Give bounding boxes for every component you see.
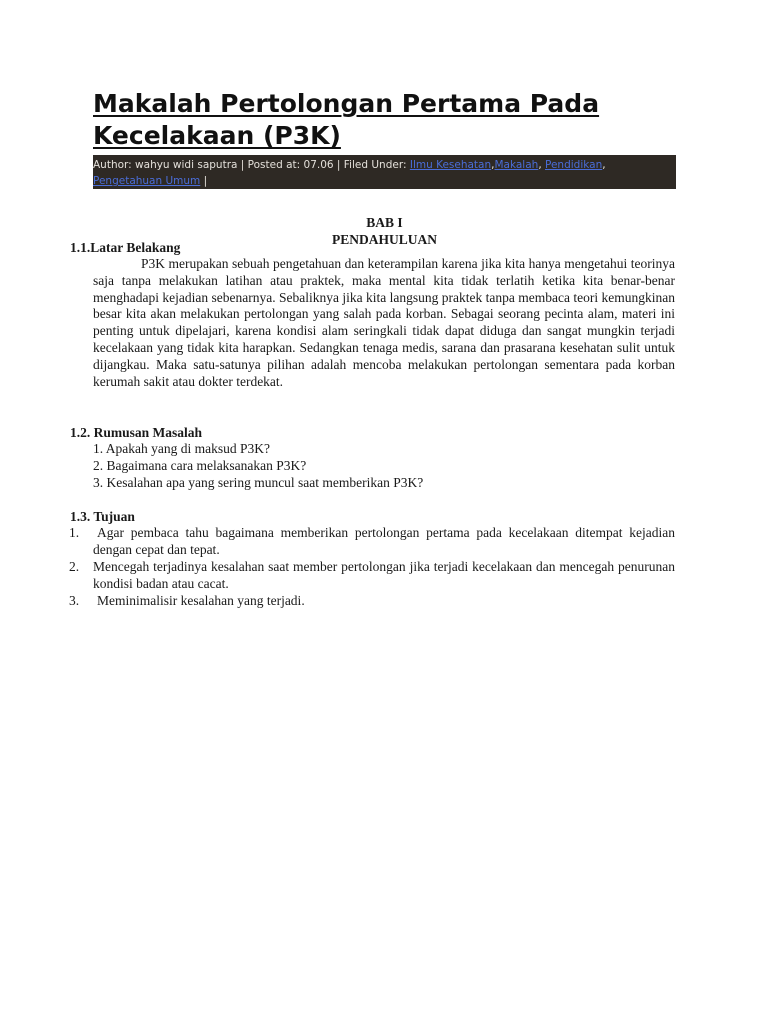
post-meta-prefix: Author: wahyu widi saputra | Posted at: 07.06 | Filed Under: (93, 159, 407, 171)
list-number: 2. (69, 559, 80, 574)
post-meta-bar (93, 155, 676, 189)
section-heading-rumusan-masalah: 1.2. Rumusan Masalah (70, 425, 203, 440)
meta-suffix: | (200, 175, 208, 187)
list-item (69, 525, 675, 559)
title-line-2: Kecelakaan (P3K) (93, 121, 341, 150)
question-list (93, 441, 653, 491)
title-line-1: Makalah Pertolongan Pertama Pada (93, 89, 600, 118)
list-text: Mencegah terjadinya kesalahan saat member pertolongan jika terjadi kecelakaan dan mencegah penurunan kondisi badan atau cacat. (93, 559, 675, 591)
category-link-makalah[interactable]: Makalah (494, 159, 539, 171)
list-item (69, 559, 675, 593)
article-title (93, 88, 676, 152)
list-item: 1. Apakah yang di maksud P3K? (93, 441, 270, 456)
category-link-ilmu-kesehatan[interactable]: Ilmu Kesehatan (409, 159, 492, 171)
list-text: Meminimalisir kesalahan yang terjadi. (97, 593, 305, 608)
section-heading-latar-belakang: 1.1.Latar Belakang (70, 240, 181, 255)
category-link-pendidikan[interactable]: Pendidikan (545, 159, 603, 171)
list-number: 3. (69, 593, 80, 608)
category-link-pengetahuan-umum[interactable]: Pengetahuan Umum (93, 175, 201, 187)
chapter-title: PENDAHULUAN (331, 232, 437, 247)
document-page (93, 88, 676, 248)
meta-separator: , (491, 159, 495, 171)
meta-separator: , (538, 159, 546, 171)
list-number: 1. (69, 525, 80, 540)
list-item (69, 593, 675, 610)
section-heading-tujuan: 1.3. Tujuan (70, 509, 135, 524)
section-body-latar-belakang (93, 256, 675, 390)
paragraph: P3K merupakan sebuah pengetahuan dan keterampilan karena jika kita hanya mengetahui teorinya saja tanpa melakukan latihan atau praktek, maka mental kita tidak terlatih ketika kita benar-benar menghadapi kejadian sebenarnya. Sebaliknya jika kita langsung praktek tanpa membaca teori kemungkinan besar kita akan melakukan pertolongan yang salah pada korban. Sebagai seorang pecinta alam, materi ini penting untuk dipelajari, karena kondisi alam seringkali tidak dapat diduga dan sangat mungkin terjadi kecelakaan yang tidak kita harapkan. Sedangkan tenaga medis, sarana dan prasarana kesehatan sulit untuk dijangkau. Maka satu-satunya pilihan adalah mencoba melakukan pertolongan sementara pada korban kerumah sakit atau dokter terdekat. (93, 256, 675, 389)
list-text: Agar pembaca tahu bagaimana memberikan pertolongan pertama pada kecelakaan ditempat kejadian dengan cepat dan tepat. (93, 525, 675, 557)
list-item: 2. Bagaimana cara melaksanakan P3K? (93, 457, 307, 473)
list-item: 3. Kesalahan apa yang sering muncul saat memberikan P3K? (93, 474, 424, 490)
meta-separator: , (602, 159, 606, 171)
chapter-number: BAB I (366, 215, 403, 230)
